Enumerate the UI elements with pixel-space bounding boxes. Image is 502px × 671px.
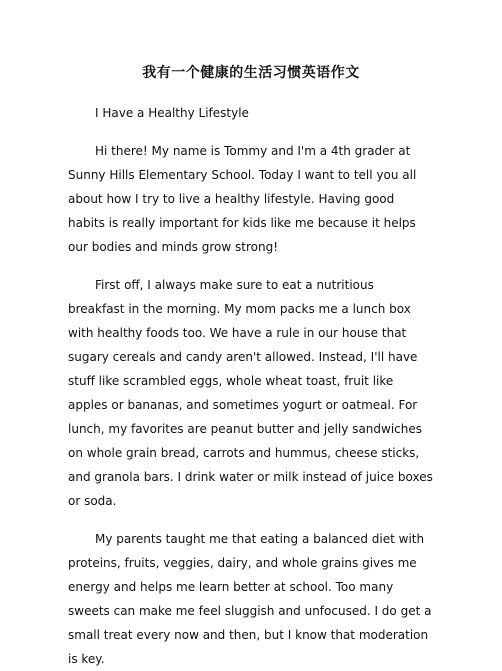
essay-title: I Have a Healthy Lifestyle	[95, 106, 249, 120]
paragraph-breakfast-lunch: First off, I always make sure to eat a nutritious breakfast in the morning. My mom packs me a lunch box with healthy foods too. We have a rule in our house that sugary cereals and candy aren't allowed. Instead, I'll have stuff like scrambled eggs, whole wheat toast, fruit like apples or bananas, and sometimes yogurt or oatmeal. For lunch, my favorites are peanut butter and jelly sandwiches on whole grain bread, carrots and hummus, cheese sticks, and granola bars. I drink water or milk instead of juice boxes or soda.	[68, 278, 433, 508]
paragraph-intro: Hi there! My name is Tommy and I'm a 4th grader at Sunny Hills Elementary School. Today I want to tell you all about how I try to live a healthy lifestyle. Having good habits is really important for kids like me because it helps our bodies and minds grow strong!	[68, 144, 417, 254]
document-title: 我有一个健康的生活习惯英语作文	[142, 65, 360, 81]
paragraph-balanced-diet: My parents taught me that eating a balanced diet with proteins, fruits, veggies, dairy, and whole grains gives me energy and helps me learn better at school. Too many sweets can make me feel sluggish and unfocused. I do get a small treat every now and then, but I know that moderation is key.	[68, 532, 432, 666]
